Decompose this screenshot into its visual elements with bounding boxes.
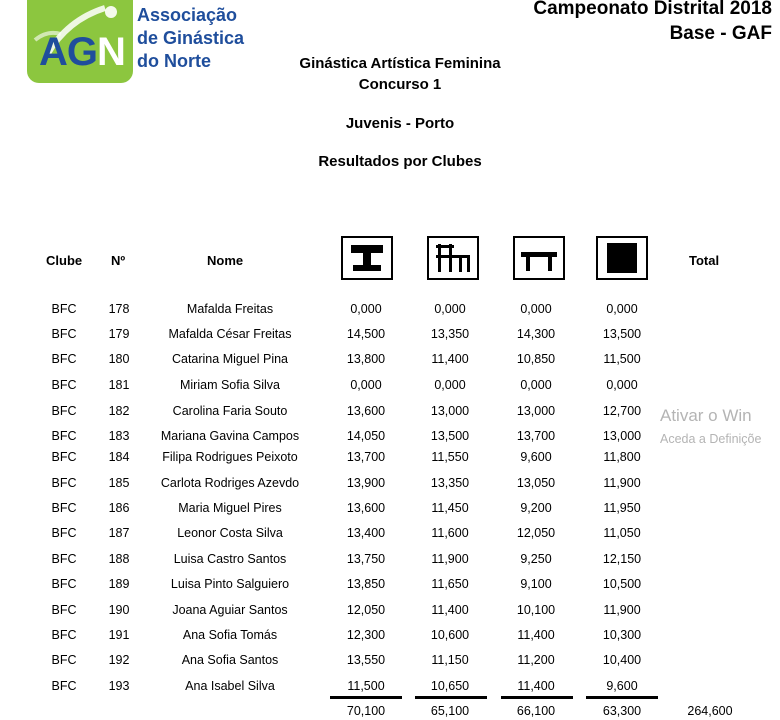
table-row (0, 628, 780, 648)
row-name: Joana Aguiar Santos (172, 603, 288, 617)
row-beam-score: 9,100 (520, 577, 552, 591)
table-row (0, 653, 780, 673)
row-name: Filipa Rodrigues Peixoto (162, 450, 298, 464)
row-floor-score: 12,700 (602, 404, 642, 418)
row-club: BFC (51, 404, 77, 418)
row-club: BFC (51, 653, 77, 667)
row-bars-score: 11,550 (431, 450, 469, 464)
row-bars-score: 11,400 (431, 352, 469, 366)
row-name: Carolina Faria Souto (172, 404, 288, 418)
row-number: 192 (108, 653, 130, 667)
row-name: Mafalda Freitas (186, 302, 274, 316)
row-vault-score: 13,600 (346, 404, 386, 418)
row-number: 182 (108, 404, 130, 418)
row-bars-score: 13,350 (430, 476, 470, 490)
row-floor-score: 10,300 (602, 628, 642, 642)
association-line-2: de Ginástica (137, 28, 245, 48)
header-club: Clube (46, 253, 83, 268)
championship-line-2: Base - GAF (669, 23, 772, 44)
row-number: 184 (108, 450, 130, 464)
row-bars-score: 0,000 (434, 378, 466, 392)
row-beam-score: 11,400 (517, 628, 555, 642)
header-number: Nº (111, 253, 126, 268)
table-row (0, 450, 780, 470)
header-total: Total (689, 253, 720, 268)
row-club: BFC (51, 526, 77, 540)
row-number: 180 (108, 352, 130, 366)
row-floor-score: 11,800 (603, 450, 641, 464)
championship-title (533, 0, 772, 46)
row-beam-score: 11,400 (517, 679, 555, 693)
table-row (0, 378, 780, 398)
row-bars-score: 13,350 (430, 327, 470, 341)
bars-total: 65,100 (430, 704, 470, 718)
row-name: Mafalda César Freitas (168, 327, 292, 341)
row-beam-score: 9,250 (520, 552, 552, 566)
row-floor-score: 9,600 (606, 679, 638, 693)
table-row (0, 526, 780, 546)
association-line-1: Associação (137, 5, 238, 25)
row-name: Ana Isabel Silva (185, 679, 275, 693)
row-bars-score: 13,500 (430, 429, 470, 443)
row-vault-score: 14,500 (346, 327, 386, 341)
row-number: 178 (108, 302, 130, 316)
table-row (0, 302, 780, 322)
row-name: Catarina Miguel Pina (171, 352, 289, 366)
row-bars-score: 11,900 (431, 552, 469, 566)
row-club: BFC (51, 552, 77, 566)
row-bars-score: 11,150 (431, 653, 469, 667)
total-rule-4 (586, 696, 658, 699)
row-floor-score: 0,000 (606, 302, 638, 316)
header-name: Nome (207, 253, 244, 268)
row-name: Mariana Gavina Campos (160, 429, 300, 443)
row-bars-score: 13,000 (430, 404, 470, 418)
row-floor-score: 11,900 (603, 603, 641, 617)
table-row (0, 501, 780, 521)
row-club: BFC (51, 429, 77, 443)
row-floor-score: 11,050 (603, 526, 641, 540)
row-beam-score: 13,050 (516, 476, 556, 490)
row-name: Miriam Sofia Silva (179, 378, 281, 392)
row-beam-score: 13,700 (516, 429, 556, 443)
beam-total: 66,100 (516, 704, 556, 718)
row-beam-score: 11,200 (517, 653, 555, 667)
row-number: 188 (108, 552, 130, 566)
row-floor-score: 10,400 (602, 653, 642, 667)
row-number: 179 (108, 327, 130, 341)
activation-watermark-title: Ativar o Win (660, 406, 752, 425)
row-club: BFC (51, 327, 77, 341)
results-title: Resultados por Clubes (318, 153, 482, 170)
row-floor-score: 13,000 (602, 429, 642, 443)
contest-title: Concurso 1 (358, 76, 442, 93)
row-number: 190 (108, 603, 130, 617)
row-club: BFC (51, 476, 77, 490)
row-name: Maria Miguel Pires (178, 501, 282, 515)
row-club: BFC (51, 577, 77, 591)
row-floor-score: 11,950 (603, 501, 641, 515)
row-vault-score: 13,600 (346, 501, 386, 515)
row-floor-score: 0,000 (606, 378, 638, 392)
row-beam-score: 14,300 (516, 327, 556, 341)
vault-total: 70,100 (346, 704, 386, 718)
floor-icon (596, 236, 648, 280)
row-number: 193 (108, 679, 130, 693)
association-line-3: do Norte (137, 51, 211, 71)
row-vault-score: 13,700 (346, 450, 386, 464)
row-vault-score: 13,800 (346, 352, 386, 366)
row-bars-score: 10,650 (430, 679, 470, 693)
row-number: 187 (108, 526, 130, 540)
row-floor-score: 10,500 (602, 577, 642, 591)
row-number: 191 (108, 628, 130, 642)
row-club: BFC (51, 628, 77, 642)
row-number: 181 (108, 378, 130, 392)
row-beam-score: 0,000 (520, 302, 552, 316)
row-name: Ana Sofia Tomás (182, 628, 278, 642)
logo-letter-n: N (97, 30, 125, 74)
row-club: BFC (51, 501, 77, 515)
row-beam-score: 0,000 (520, 378, 552, 392)
table-row (0, 603, 780, 623)
row-number: 185 (108, 476, 130, 490)
row-vault-score: 13,900 (346, 476, 386, 490)
floor-total: 63,300 (602, 704, 642, 718)
row-number: 183 (108, 429, 130, 443)
category-title: Juvenis - Porto (345, 115, 455, 132)
row-name: Carlota Rodriges Azevdo (160, 476, 300, 490)
activation-watermark-subtitle: Aceda a Definiçõe (660, 432, 762, 446)
row-vault-score: 12,050 (346, 603, 386, 617)
row-bars-score: 11,650 (431, 577, 469, 591)
table-row (0, 552, 780, 572)
logo-letter-g: G (66, 30, 98, 74)
total-rule-3 (501, 696, 573, 699)
row-number: 189 (108, 577, 130, 591)
row-bars-score: 11,600 (431, 526, 469, 540)
row-number: 186 (108, 501, 130, 515)
row-vault-score: 13,750 (346, 552, 386, 566)
row-club: BFC (51, 603, 77, 617)
row-beam-score: 9,600 (520, 450, 552, 464)
row-vault-score: 11,500 (347, 679, 385, 693)
row-name: Ana Sofia Santos (181, 653, 279, 667)
grand-total: 264,600 (687, 704, 733, 718)
row-club: BFC (51, 352, 77, 366)
row-name: Luisa Pinto Salguiero (170, 577, 290, 591)
total-rule-2 (415, 696, 487, 699)
row-beam-score: 10,850 (516, 352, 556, 366)
total-rule-1 (330, 696, 402, 699)
row-name: Leonor Costa Silva (177, 526, 283, 540)
table-row (0, 476, 780, 496)
row-beam-score: 13,000 (516, 404, 556, 418)
row-vault-score: 0,000 (350, 302, 382, 316)
logo-letter-a: A (39, 30, 67, 74)
row-club: BFC (51, 378, 77, 392)
row-vault-score: 0,000 (350, 378, 382, 392)
row-beam-score: 9,200 (520, 501, 552, 515)
table-row (0, 352, 780, 372)
discipline-title: Ginástica Artística Feminina (299, 55, 501, 72)
row-bars-score: 11,450 (431, 501, 469, 515)
row-club: BFC (51, 450, 77, 464)
row-bars-score: 11,400 (431, 603, 469, 617)
row-vault-score: 14,050 (346, 429, 386, 443)
beam-icon (513, 236, 565, 280)
row-floor-score: 13,500 (602, 327, 642, 341)
row-bars-score: 10,600 (430, 628, 470, 642)
row-beam-score: 12,050 (516, 526, 556, 540)
row-beam-score: 10,100 (516, 603, 556, 617)
row-vault-score: 13,400 (346, 526, 386, 540)
row-vault-score: 12,300 (346, 628, 386, 642)
championship-line-1: Campeonato Distrital 2018 (533, 0, 772, 19)
row-vault-score: 13,850 (346, 577, 386, 591)
row-floor-score: 11,900 (603, 476, 641, 490)
row-bars-score: 0,000 (434, 302, 466, 316)
uneven-bars-icon (427, 236, 479, 280)
row-club: BFC (51, 302, 77, 316)
table-row (0, 577, 780, 597)
row-name: Luisa Castro Santos (173, 552, 287, 566)
row-floor-score: 12,150 (602, 552, 642, 566)
table-row (0, 327, 780, 347)
row-vault-score: 13,550 (346, 653, 386, 667)
row-club: BFC (51, 679, 77, 693)
vault-icon (341, 236, 393, 280)
row-floor-score: 11,500 (603, 352, 641, 366)
